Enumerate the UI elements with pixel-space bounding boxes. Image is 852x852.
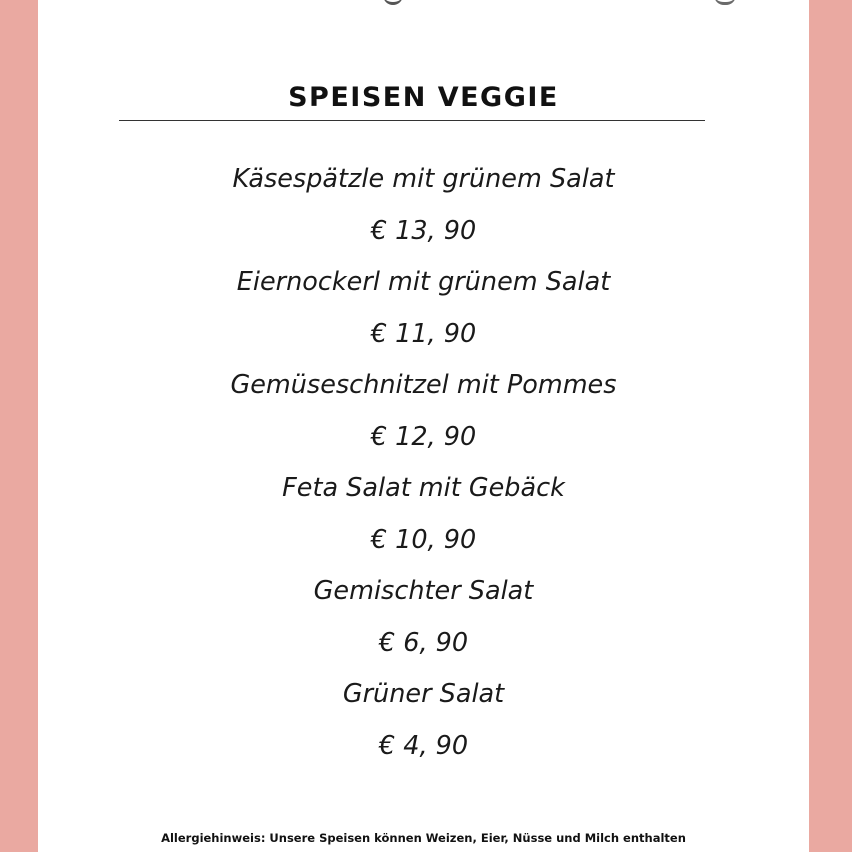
- dish-price: € 11, 90: [370, 318, 477, 349]
- dish-name: Eiernockerl mit grünem Salat: [236, 267, 611, 297]
- dish-name: Käsespätzle mit grünem Salat: [232, 164, 615, 194]
- menu-list: [38, 156, 809, 774]
- dish-name: Gemüseschnitzel mit Pommes: [230, 370, 617, 400]
- menu-title: SPEISEN VEGGIE: [288, 82, 559, 113]
- cropped-logo: [38, 0, 809, 8]
- dish-price: € 12, 90: [370, 421, 477, 452]
- menu-page: [38, 0, 809, 852]
- dish-price: € 10, 90: [370, 524, 477, 555]
- dish-name: Feta Salat mit Gebäck: [282, 473, 565, 503]
- dish-name: Gemischter Salat: [313, 576, 534, 606]
- dish-price: € 13, 90: [370, 215, 477, 246]
- dish-price: € 6, 90: [378, 627, 469, 658]
- title-divider: [119, 120, 705, 121]
- allergy-note: Allergiehinweis: Unsere Speisen können Weizen, Eier, Nüsse und Milch enthalten: [161, 831, 686, 845]
- dish-price: € 4, 90: [378, 730, 469, 761]
- dish-name: Grüner Salat: [342, 679, 505, 709]
